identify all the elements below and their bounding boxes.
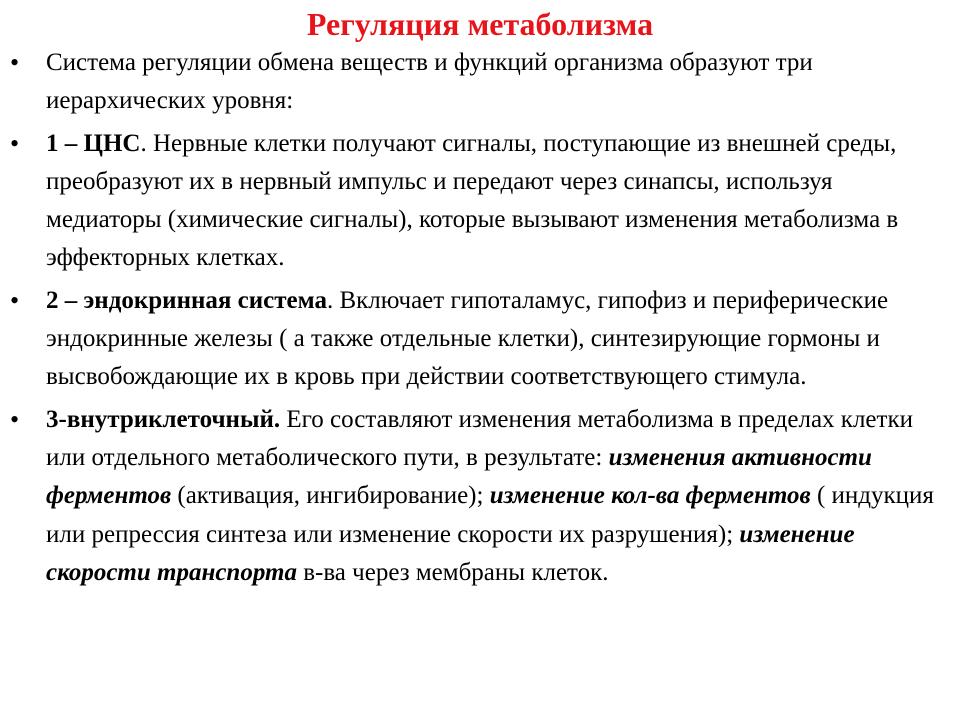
bullet-emphasis: изменение кол-ва ферментов xyxy=(489,482,811,510)
bullet-lead: 2 – эндокринная система xyxy=(46,286,327,314)
bullet-item-levels xyxy=(0,44,960,121)
bullet-emphasis: изменение скорости транспорта xyxy=(46,520,855,586)
slide-title: Регуляция метаболизма xyxy=(306,6,654,42)
bullet-lead: 1 – ЦНС xyxy=(46,129,141,157)
bullet-text: ( индукция или репрессия синтеза или изменение скорости их разрушения); xyxy=(46,482,934,548)
bullet-dot-icon: • xyxy=(10,285,20,315)
bullet-dot-icon: • xyxy=(10,128,20,158)
bullet-text: . Нервные клетки получают сигналы, поступающие из внешней среды, преобразуют их в нервный импульс и передают через синапсы, используя медиаторы (химические сигналы), которые вызывают изменения метаболизма в эффекторных клетках. xyxy=(46,129,899,272)
bullet-dot-icon: • xyxy=(10,404,20,434)
bullet-emphasis: изменения активности ферментов xyxy=(46,443,872,510)
bullet-text: Система регуляции обмена веществ и функций организма образуют три иерархических уровня: xyxy=(46,49,813,115)
bullet-text: . Включает гипоталамус, гипофиз и периферические эндокринные железы ( а также отдельные клетки), синтезирующие гормоны и высвобождающие их в кровь при действии соответствующего стимула. xyxy=(46,286,889,391)
bullet-text: (активация, ингибирование); xyxy=(171,482,490,510)
bullet-item-endocrine xyxy=(0,282,960,397)
bullet-list xyxy=(0,44,960,592)
bullet-item-intracellular xyxy=(0,401,960,592)
bullet-item-cns xyxy=(0,125,960,278)
bullet-dot-icon: • xyxy=(10,48,20,77)
bullet-text: Его составляют изменения метаболизма в пределах клетки или отдельного метаболического пути, в результате: xyxy=(46,405,913,471)
bullet-text: в-ва через мембраны клеток. xyxy=(296,558,609,586)
bullet-lead: 3-внутриклеточный. xyxy=(46,405,281,433)
